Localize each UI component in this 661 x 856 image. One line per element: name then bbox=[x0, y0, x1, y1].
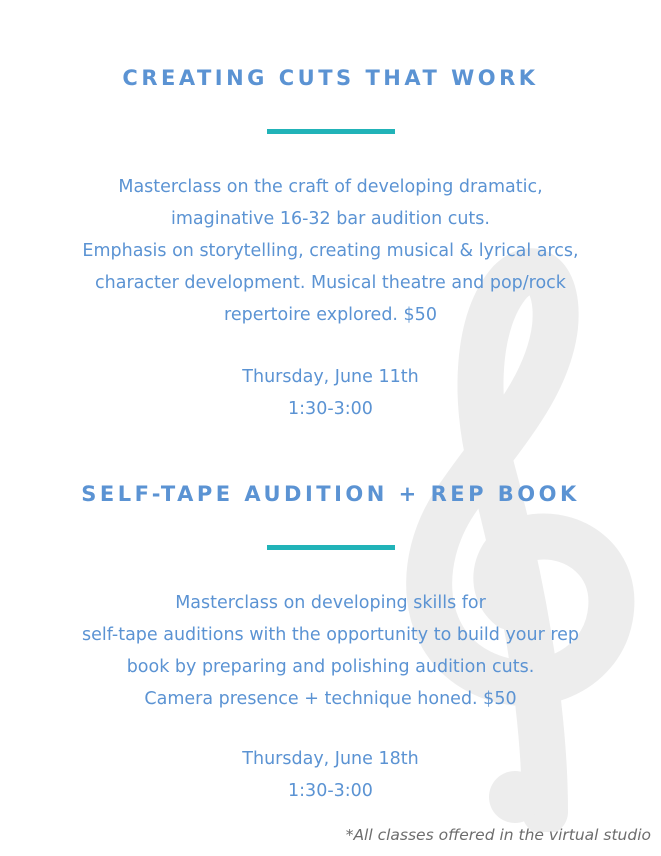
section-1-description-line: character development. Musical theatre and pop/rock bbox=[95, 273, 566, 293]
section-2-divider bbox=[267, 545, 395, 550]
section-2-heading: SELF-TAPE AUDITION + REP BOOK bbox=[81, 482, 580, 506]
section-2-description-line: self-tape auditions with the opportunity to build your rep bbox=[81, 625, 580, 645]
section-1-description-line: repertoire explored. $50 bbox=[224, 305, 437, 325]
section-1-heading: CREATING CUTS THAT WORK bbox=[122, 66, 539, 90]
section-2-description-line: Masterclass on developing skills for bbox=[175, 593, 486, 613]
section-2-description-line: Camera presence + technique honed. $50 bbox=[144, 689, 517, 709]
section-2-date: Thursday, June 18th bbox=[242, 749, 419, 769]
section-2-time: 1:30-3:00 bbox=[288, 781, 373, 801]
section-1-divider bbox=[267, 129, 395, 134]
section-1-body bbox=[0, 171, 661, 331]
section-1-description-line: Emphasis on storytelling, creating musical & lyrical arcs, bbox=[82, 241, 579, 261]
section-1-description-line: Masterclass on the craft of developing dramatic, bbox=[118, 177, 543, 197]
footnote: *All classes offered in the virtual studio bbox=[345, 826, 651, 844]
section-1-date: Thursday, June 11th bbox=[242, 367, 419, 387]
section-2-body bbox=[0, 587, 661, 715]
section-1-description-line: imaginative 16-32 bar audition cuts. bbox=[171, 209, 490, 229]
section-1-time: 1:30-3:00 bbox=[288, 399, 373, 419]
section-2-description-line: book by preparing and polishing audition cuts. bbox=[126, 657, 535, 677]
section-1-schedule bbox=[0, 361, 661, 425]
section-2-schedule bbox=[0, 743, 661, 807]
